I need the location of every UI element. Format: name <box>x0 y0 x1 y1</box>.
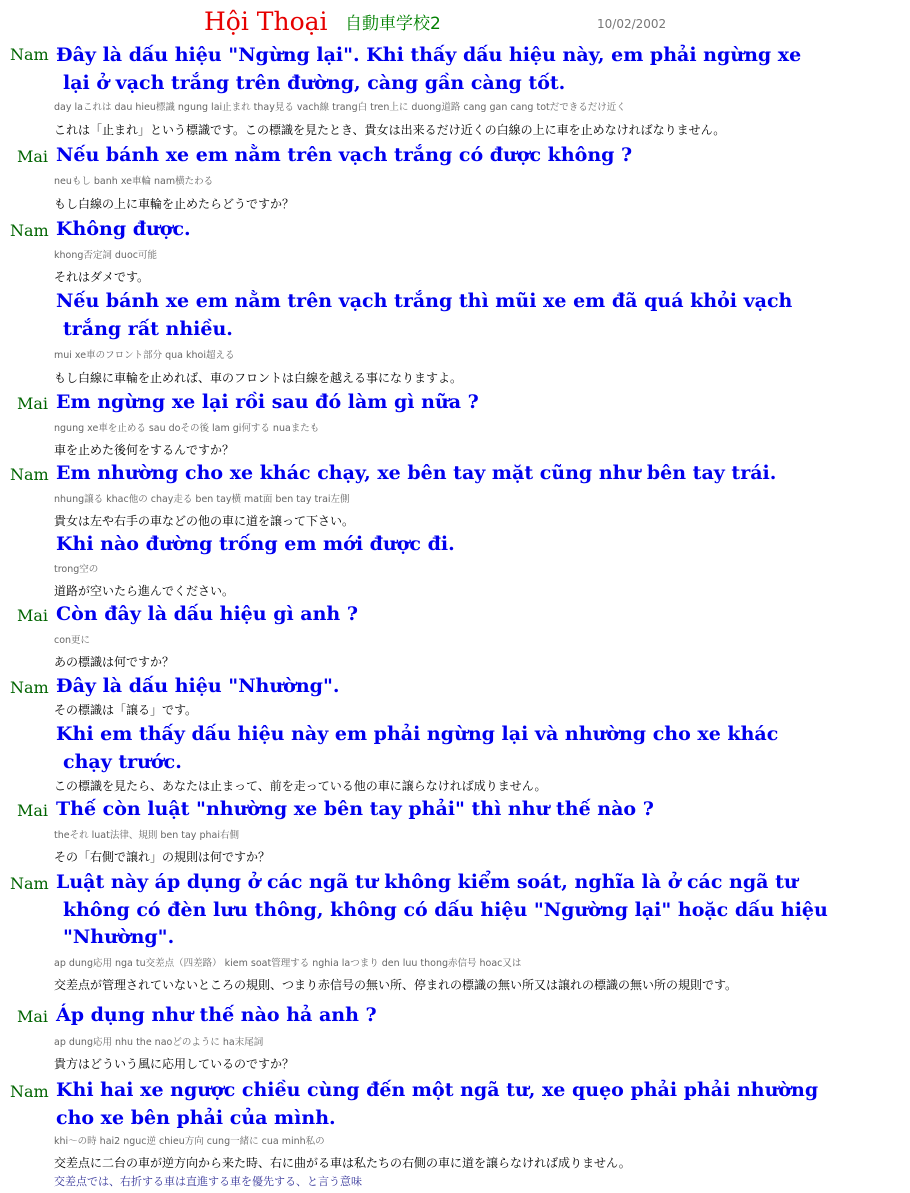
vietnamese-line: Còn đây là dấu hiệu gì anh ? <box>56 603 358 625</box>
page-date: 10/02/2002 <box>597 17 667 31</box>
speaker-label: Mai <box>17 394 49 413</box>
japanese-translation: それはダメです。 <box>54 270 150 284</box>
japanese-translation: 道路が空いたら進んでください。 <box>54 584 235 598</box>
vietnamese-line: Thế còn luật "nhường xe bên tay phải" thì như thế nào ? <box>56 798 654 820</box>
vietnamese-line: Luật này áp dụng ở các ngã tư không kiểm soát, nghĩa là ở các ngã tư không có đèn lưu thông, không có dấu hiệu "Ngường lại" hoặc dấu hiệu "Nhường". <box>56 871 828 948</box>
japanese-translation: これは「止まれ」という標識です。この標識を見たとき、貴女は出来るだけ近くの白線の上に車を止めなければなりません。 <box>54 123 726 137</box>
vietnamese-line: Đây là dấu hiệu "Ngừng lại". Khi thấy dấu hiệu này, em phải ngừng xe lại ở vạch trắng trên đường, càng gần càng tốt. <box>56 44 802 94</box>
word-gloss: theそれ luat法律、規則 ben tay phai右側 <box>54 830 239 841</box>
vietnamese-line: Khi em thấy dấu hiệu này em phải ngừng lại và nhường cho xe khác chạy trước. <box>56 723 779 773</box>
vietnamese-line: Em nhường cho xe khác chạy, xe bên tay mặt cũng như bên tay trái. <box>56 462 777 484</box>
page-subtitle: 自動車学校2 <box>345 14 441 34</box>
speaker-label: Mai <box>17 801 49 820</box>
speaker-label: Mai <box>17 1007 49 1026</box>
japanese-translation: 貴方はどういう風に応用しているのですか？ <box>54 1057 295 1071</box>
speaker-label: Nam <box>10 678 49 697</box>
page-header <box>0 6 910 40</box>
vietnamese-line: Không được. <box>56 218 191 240</box>
word-gloss: trong空の <box>54 564 99 575</box>
speaker-label: Nam <box>10 1082 49 1101</box>
vietnamese-line: Đây là dấu hiệu "Nhường". <box>56 675 340 697</box>
word-gloss: mui xe車のフロント部分 qua khoi超える <box>54 350 235 361</box>
vietnamese-line: Nếu bánh xe em nằm trên vạch trắng thì mũi xe em đã quá khỏi vạch trắng rất nhiều. <box>56 290 793 340</box>
japanese-translation: その「右側で譲れ」の規則は何ですか？ <box>54 850 271 864</box>
japanese-translation: 車を止めた後何をするんですか？ <box>54 443 235 457</box>
word-gloss: ap dung応用 nhu the naoどのように ha末尾詞 <box>54 1037 264 1048</box>
vietnamese-line: Nếu bánh xe em nằm trên vạch trắng có được không ? <box>56 144 633 166</box>
speaker-label: Nam <box>10 45 49 64</box>
word-gloss: neuもし banh xe車輪 nam横たわる <box>54 176 214 187</box>
explanatory-note: 交差点では、右折する車は直進する車を優先する、と言う意味 <box>54 1175 362 1188</box>
japanese-translation: 交差点が管理されていないところの規則、つまり赤信号の無い所、停まれの標識の無い所又は譲れの標識の無い所の規則です。 <box>54 978 738 992</box>
japanese-translation: その標識は「譲る」です。 <box>54 703 198 717</box>
vietnamese-line: Khi nào đường trống em mới được đi. <box>56 533 455 555</box>
speaker-label: Mai <box>17 147 49 166</box>
japanese-translation: もし白線に車輪を止めれば、車のフロントは白線を越える事になりますよ。 <box>54 371 463 385</box>
speaker-label: Nam <box>10 465 49 484</box>
vietnamese-line: Áp dụng như thế nào hả anh ? <box>56 1004 377 1026</box>
word-gloss: con更に <box>54 635 91 646</box>
page-title: Hội Thoại <box>204 7 328 36</box>
word-gloss: nhung譲る khac他の chay走る ben tay横 mat面 ben tay trai左側 <box>54 494 350 505</box>
word-gloss: day laこれは dau hieu標識 ngung lai止まれ thay見る vach線 trang白 tren上に duong道路 cang gan cang totだできるだけ近く <box>54 102 626 113</box>
japanese-translation: あの標識は何ですか？ <box>54 655 175 669</box>
word-gloss: khong否定詞 duoc可能 <box>54 250 157 261</box>
japanese-translation: この標識を見たら、あなたは止まって、前を走っている他の車に譲らなければ成りません。 <box>54 779 547 793</box>
vietnamese-line: Khi hai xe ngược chiều cùng đến một ngã tư, xe quẹo phải phải nhường cho xe bên phải của mình. <box>56 1079 819 1129</box>
vietnamese-line: Em ngừng xe lại rồi sau đó làm gì nữa ? <box>56 391 479 413</box>
japanese-translation: もし白線の上に車輪を止めたらどうですか？ <box>54 197 295 211</box>
japanese-translation: 貴女は左や右手の車などの他の車に道を譲って下さい。 <box>54 514 355 528</box>
word-gloss: ngung xe車を止める sau doその後 lam gi何する nuaまたも <box>54 423 320 434</box>
speaker-label: Mai <box>17 606 49 625</box>
word-gloss: khi～の時 hai2 nguc逆 chieu方向 cung一緒に cua minh私の <box>54 1136 325 1147</box>
speaker-label: Nam <box>10 874 49 893</box>
word-gloss: ap dung応用 nga tu交差点（四差路） kiem soat管理する nghia laつまり den luu thong赤信号 hoac又は <box>54 958 522 969</box>
speaker-label: Nam <box>10 221 49 240</box>
japanese-translation: 交差点に二台の車が逆方向から来た時、右に曲がる車は私たちの右側の車に道を譲らなければ成りません。 <box>54 1156 631 1170</box>
